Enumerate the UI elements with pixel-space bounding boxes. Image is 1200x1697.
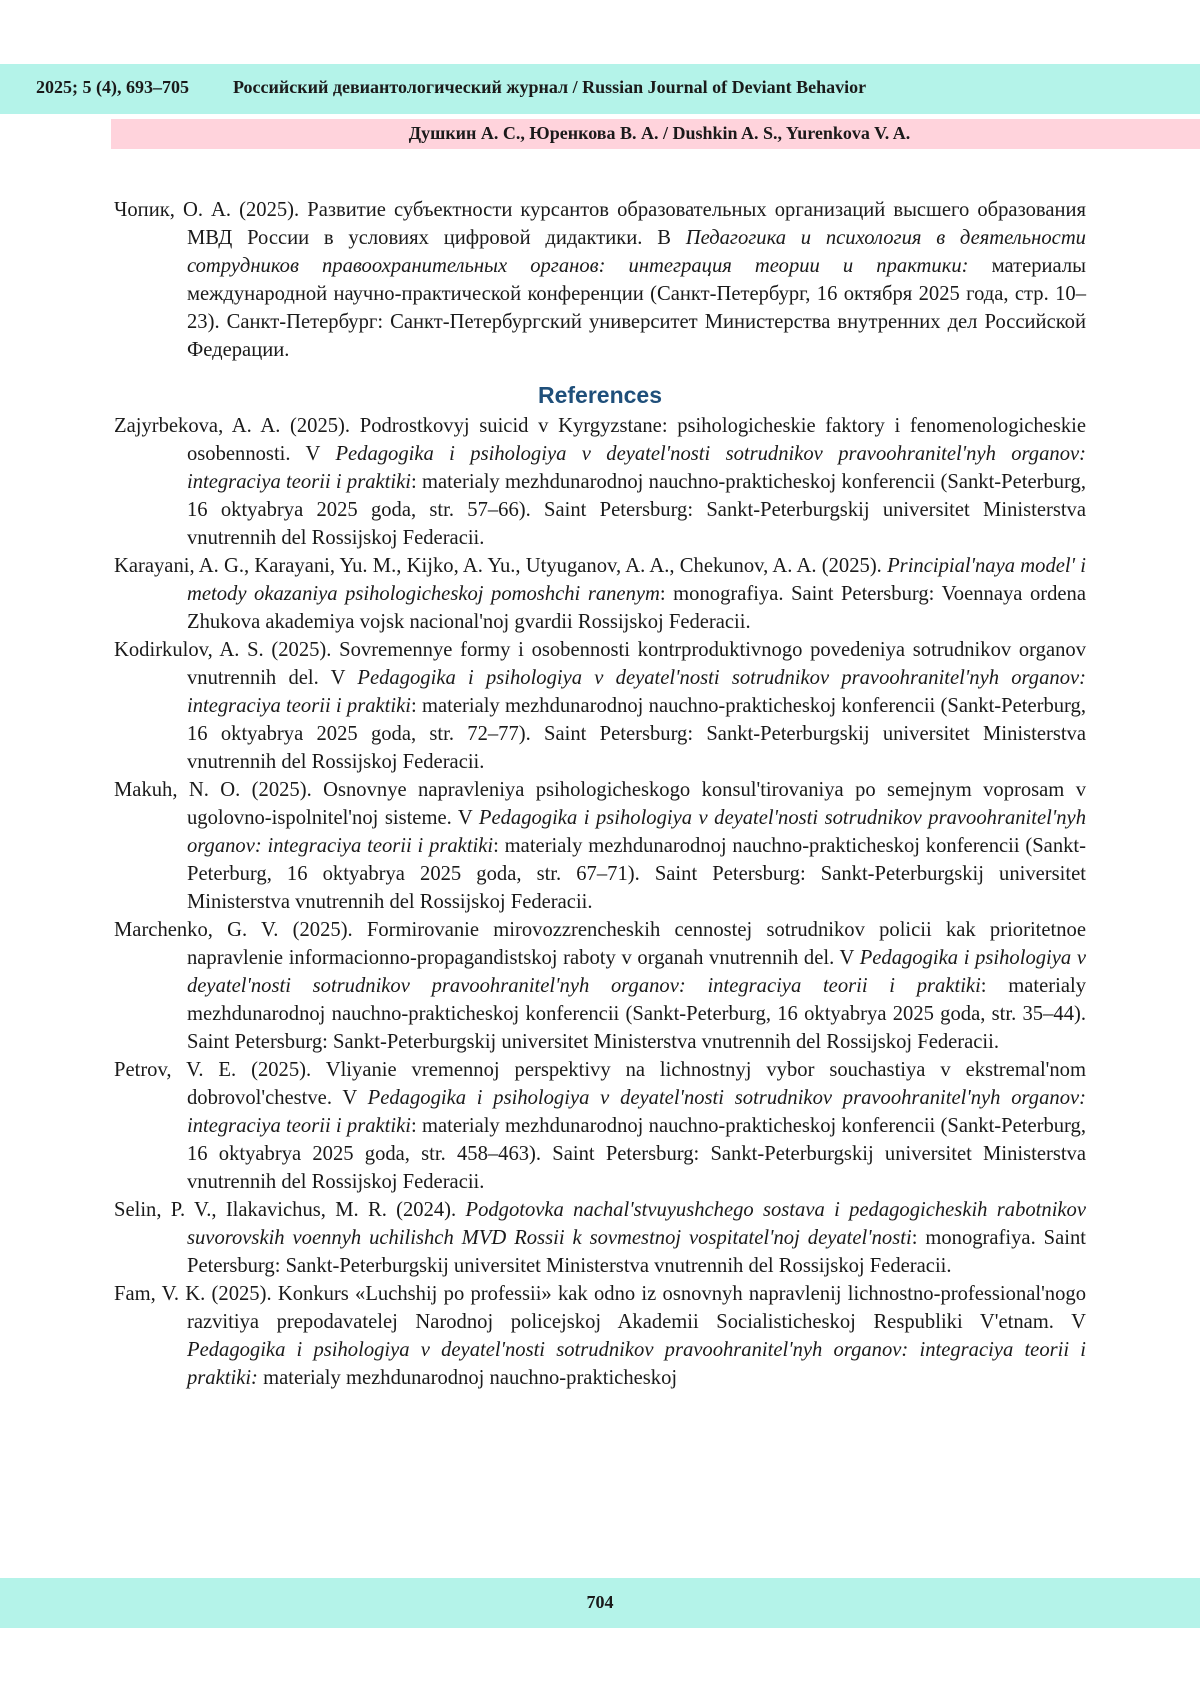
reference-source-title: Pedagogika i psihologiya v deyatel'nosti sotrudnikov pravoohranitel'nyh organov: integraciya teorii i praktiki	[187, 947, 1087, 997]
reference-item	[114, 1280, 1086, 1392]
reference-source-title: Pedagogika i psihologiya v deyatel'nosti sotrudnikov pravoohranitel'nyh organov: integraciya teorii i praktiki	[187, 667, 1086, 717]
page-number: 704	[586, 1592, 614, 1612]
reference-item	[114, 1056, 1086, 1196]
reference-source-title: Podgotovka nachal'stvuyushchego sostava i pedagogicheskih rabotnikov suvorovskih voennyh uchilishch MVD Rossii k sovmestnoj vospitatel'noj deyatel'nosti	[187, 1199, 1086, 1249]
running-authors: Душкин А. С., Юренкова В. А. / Dushkin A. S., Yurenkova V. A.	[408, 123, 911, 143]
reference-text: : monografiya. Saint Petersburg: Voennaya ordena Zhukova akademiya vojsk nacional'noj gvardii Rossijskoj Federacii.	[187, 583, 1086, 633]
reference-text: Zajyrbekova, A. A. (2025). Podrostkovyj suicid v Kyrgyzstane: psihologicheskie faktory i fenomenologicheskie osobennosti. V	[114, 415, 1086, 465]
reference-source-title: Педагогика и психология в деятельности сотрудников правоохранительных органов: интеграция теории и практики:	[187, 227, 1086, 277]
reference-item	[114, 196, 1086, 364]
reference-text: материалы международной научно-практической конференции (Санкт-Петербург, 16 октября 2025 года, стр. 10–23). Санкт-Петербург: Санкт-Петербургский университет Министерства внутренних дел Российской Федерации.	[187, 255, 1086, 361]
reference-source-title: Pedagogika i psihologiya v deyatel'nosti sotrudnikov pravoohranitel'nyh organov: integraciya teorii i praktiki	[187, 1087, 1086, 1137]
reference-source-title: Pedagogika i psihologiya v deyatel'nosti sotrudnikov pravoohranitel'nyh organov: integraciya teorii i praktiki	[187, 807, 1086, 857]
reference-item	[114, 916, 1086, 1056]
reference-text: Karayani, A. G., Karayani, Yu. M., Kijko, A. Yu., Utyuganov, A. A., Chekunov, A. A. (2025).	[114, 555, 888, 577]
reference-text: Petrov, V. E. (2025). Vliyanie vremennoj perspektivy na lichnostnyj vybor souchastiya v ekstremal'nom dobrovol'chestve. V	[114, 1059, 1086, 1109]
reference-text: Marchenko, G. V. (2025). Formirovanie mirovozzrencheskih cennostej sotrudnikov policii kak prioritetnoe napravlenie informacionno-propagandistskoj raboty v organah vnutrennih del. V	[114, 919, 1086, 969]
header-band	[0, 64, 1200, 114]
reference-text: materialy mezhdunarodnoj nauchno-prakticheskoj	[257, 1367, 678, 1389]
reference-source-title: Pedagogika i psihologiya v deyatel'nosti sotrudnikov pravoohranitel'nyh organov: integraciya teorii i praktiki	[187, 443, 1086, 493]
reference-text: Makuh, N. O. (2025). Osnovnye napravleniya psihologicheskogo konsul'tirovaniya po semejnym voprosam v ugolovno-ispolnitel'noj sisteme. V	[114, 779, 1086, 829]
section-title: References	[537, 382, 663, 408]
reference-item	[114, 636, 1086, 776]
reference-text: : monografiya. Saint Petersburg: Sankt-Peterburgskij universitet Ministerstva vnutrennih del Rossijskoj Federacii.	[187, 1227, 1086, 1277]
reference-text: : materialy mezhdunarodnoj nauchno-prakticheskoj konferencii (Sankt-Peterburg, 16 oktyabrya 2025 goda, str. 458–463). Saint Petersburg: Sankt-Peterburgskij universitet Ministerstva vnutrennih del Rossijskoj Federacii.	[187, 1115, 1086, 1193]
reference-text: : materialy mezhdunarodnoj nauchno-prakticheskoj konferencii (Sankt-Peterburg, 16 oktyabrya 2025 goda, str. 57–66). Saint Petersburg: Sankt-Peterburgskij universitet Ministerstva vnutrennih del Rossijskoj Federacii.	[187, 471, 1086, 549]
reference-item	[114, 552, 1086, 636]
reference-source-title: Pedagogika i psihologiya v deyatel'nosti sotrudnikov pravoohranitel'nyh organov: integraciya teorii i praktiki:	[187, 1339, 1086, 1389]
reference-text: Чопик, О. А. (2025). Развитие субъектности курсантов образовательных организаций высшего образования МВД России в условиях цифровой дидактики. В	[114, 199, 1086, 249]
reference-text: Fam, V. K. (2025). Konkurs «Luchshij po professii» kak odno iz osnovnyh napravlenij lichnostno-professional'nogo razvitiya prepodavatelej Narodnoj policejskoj Akademii Socialisticheskoj Respubliki V'etnam. V	[114, 1283, 1086, 1333]
reference-text: Selin, P. V., Ilakavichus, M. R. (2024).	[114, 1199, 466, 1221]
reference-list	[114, 196, 1086, 1392]
reference-text: : materialy mezhdunarodnoj nauchno-prakticheskoj konferencii (Sankt-Peterburg, 16 oktyabrya 2025 goda, str. 67–71). Saint Petersburg: Sankt-Peterburgskij universitet Ministerstva vnutrennih del Rossijskoj Federacii.	[187, 835, 1086, 913]
reference-item	[114, 776, 1086, 916]
reference-item	[114, 1196, 1086, 1280]
reference-text: : materialy mezhdunarodnoj nauchno-prakticheskoj konferencii (Sankt-Peterburg, 16 oktyabrya 2025 goda, str. 35–44). Saint Petersburg: Sankt-Peterburgskij universitet Ministerstva vnutrennih del Rossijskoj Federacii.	[187, 975, 1086, 1053]
reference-item	[114, 412, 1086, 552]
issue-citation: 2025; 5 (4), 693–705	[36, 77, 189, 97]
author-band	[111, 119, 1200, 149]
reference-source-title: Principial'naya model' i metody okazaniya psihologicheskoj pomoshchi ranenym	[187, 555, 1086, 605]
reference-text: : materialy mezhdunarodnoj nauchno-prakticheskoj konferencii (Sankt-Peterburg, 16 oktyabrya 2025 goda, str. 72–77). Saint Petersburg: Sankt-Peterburgskij universitet Ministerstva vnutrennih del Rossijskoj Federacii.	[187, 695, 1086, 773]
reference-text: Kodirkulov, A. S. (2025). Sovremennye formy i osobennosti kontrproduktivnogo povedeniya sotrudnikov organov vnutrennih del. V	[114, 639, 1086, 689]
footer-band	[0, 1578, 1200, 1628]
journal-title: Российский девиантологический журнал / Russian Journal of Deviant Behavior	[233, 77, 867, 97]
